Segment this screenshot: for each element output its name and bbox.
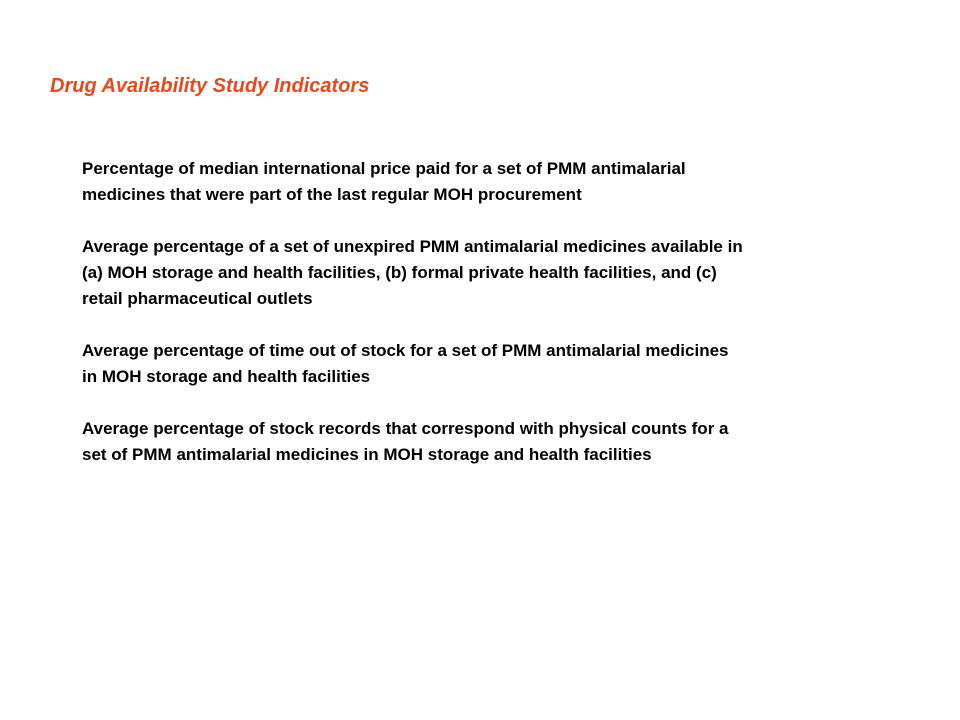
indicator-list bbox=[82, 156, 922, 494]
slide-title: Drug Availability Study Indicators bbox=[50, 75, 370, 97]
indicator-price-paid: Percentage of median international price paid for a set of PMM antimalarial medicines that were part of the last regular MOH procurement bbox=[82, 159, 686, 204]
indicator-stock-records: Average percentage of stock records that correspond with physical counts for a set of PMM antimalarial medicines in MOH storage and health facilities bbox=[82, 419, 729, 464]
indicator-availability: Average percentage of a set of unexpired PMM antimalarial medicines available in (a) MOH storage and health facilities, (b) formal private health facilities, and (c) retail pharmaceutical outlets bbox=[82, 237, 743, 308]
indicator-stock-out-time: Average percentage of time out of stock for a set of PMM antimalarial medicines in MOH storage and health facilities bbox=[82, 341, 729, 386]
